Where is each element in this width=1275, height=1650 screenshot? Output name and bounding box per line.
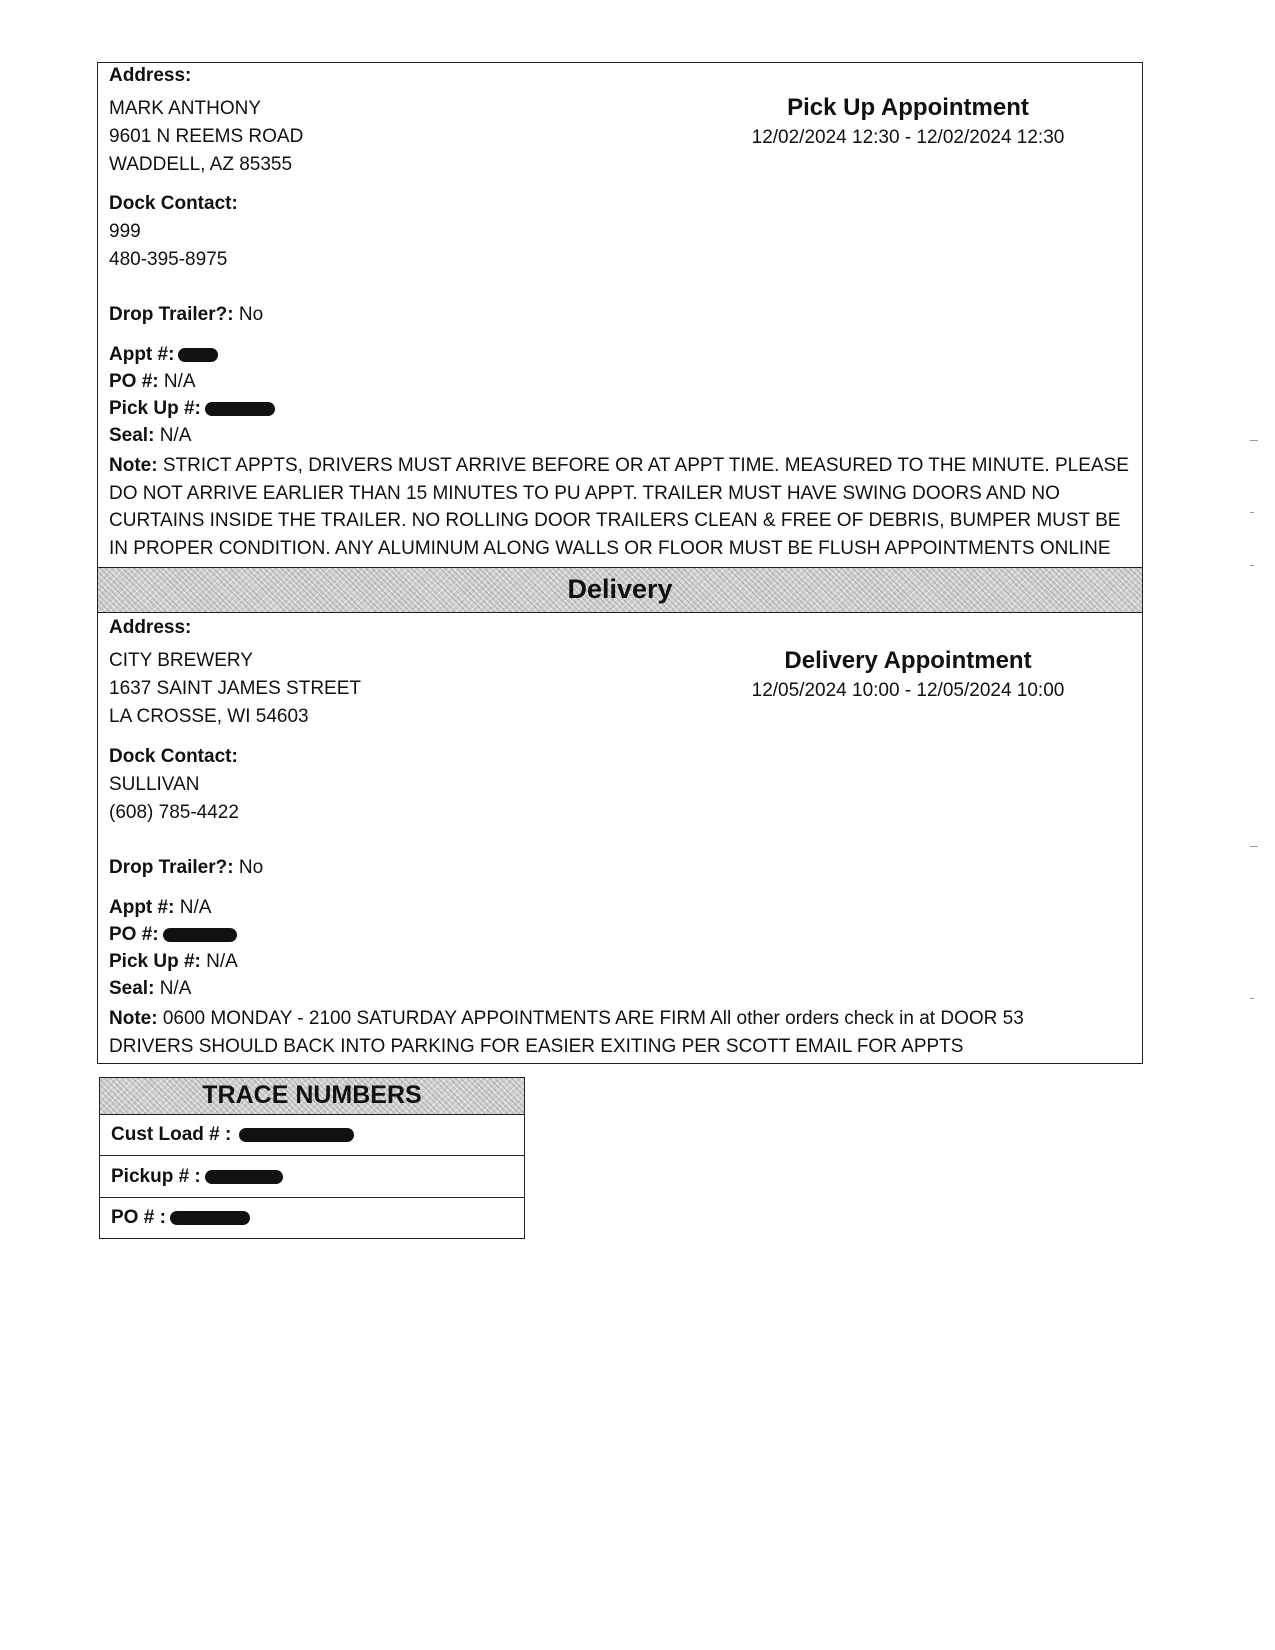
trace-numbers-table bbox=[99, 1077, 525, 1239]
delivery-note-label: Note: bbox=[109, 1008, 158, 1029]
pickup-section bbox=[97, 62, 1143, 568]
delivery-dock-contact-phone: (608) 785-4422 bbox=[109, 802, 239, 823]
scan-mark bbox=[1250, 440, 1258, 441]
delivery-header-bar bbox=[97, 568, 1143, 612]
delivery-seal-label: Seal: bbox=[109, 978, 155, 999]
redaction-mark bbox=[239, 1128, 354, 1142]
delivery-dock-contact-name: SULLIVAN bbox=[109, 774, 200, 795]
delivery-appointment-window: 12/05/2024 10:00 - 12/05/2024 10:00 bbox=[751, 680, 1065, 701]
delivery-pickup-label: Pick Up #: bbox=[109, 951, 201, 972]
delivery-pickup-number bbox=[109, 951, 238, 973]
pickup-dock-contact-name: 999 bbox=[109, 221, 141, 242]
delivery-appt-value: N/A bbox=[179, 897, 212, 918]
pickup-appointment-window: 12/02/2024 12:30 - 12/02/2024 12:30 bbox=[751, 127, 1065, 148]
trace-row-pickup bbox=[100, 1155, 524, 1197]
pickup-seal-value: N/A bbox=[159, 425, 192, 446]
delivery-city: LA CROSSE, WI 54603 bbox=[109, 706, 309, 727]
delivery-header-title: Delivery bbox=[567, 574, 673, 604]
scan-mark bbox=[1250, 846, 1258, 847]
delivery-po bbox=[109, 924, 237, 946]
delivery-seal-value: N/A bbox=[159, 978, 192, 999]
pickup-dock-contact-phone: 480-395-8975 bbox=[109, 249, 228, 270]
scan-mark bbox=[1250, 998, 1254, 999]
trace-numbers-header bbox=[100, 1078, 524, 1114]
pickup-note-text: STRICT APPTS, DRIVERS MUST ARRIVE BEFORE OR AT APPT TIME. MEASURED TO THE MINUTE. PLEASE DO NOT ARRIVE EARLIER THAN 15 MINUTES TO PU APPT. TRAILER MUST HAVE SWING DOORS AND NO CURTAINS INSIDE THE TRAILER. NO ROLLING DOOR TRAILERS CLEAN & FREE OF DEBRIS, BUMPER MUST BE IN PROPER CONDITION. ANY ALUMINUM ALONG WALLS OR FLOOR MUST BE FLUSH APPOINTMENTS ONLINE bbox=[109, 455, 1129, 559]
pickup-appointment-title: Pick Up Appointment bbox=[787, 94, 1029, 121]
pickup-drop-trailer-label: Drop Trailer?: bbox=[109, 304, 234, 325]
delivery-section bbox=[97, 612, 1143, 1064]
delivery-drop-trailer-value: No bbox=[238, 857, 264, 878]
delivery-drop-trailer-label: Drop Trailer?: bbox=[109, 857, 234, 878]
delivery-drop-trailer bbox=[109, 857, 263, 879]
pickup-note bbox=[109, 452, 1139, 562]
delivery-note-text: 0600 MONDAY - 2100 SATURDAY APPOINTMENTS ARE FIRM All other orders check in at DOOR 53 DRIVERS SHOULD BACK INTO PARKING FOR EASIER EXITING PER SCOTT EMAIL FOR APPTS bbox=[109, 1008, 1024, 1057]
delivery-appt bbox=[109, 897, 211, 919]
pickup-po-value: N/A bbox=[163, 371, 196, 392]
delivery-appt-label: Appt #: bbox=[109, 897, 175, 918]
pickup-street: 9601 N REEMS ROAD bbox=[109, 126, 304, 147]
pickup-address-label: Address: bbox=[109, 65, 192, 86]
delivery-appointment-title: Delivery Appointment bbox=[784, 647, 1032, 674]
scan-mark bbox=[1250, 512, 1254, 513]
pickup-seal-label: Seal: bbox=[109, 425, 155, 446]
pickup-drop-trailer bbox=[109, 304, 263, 326]
delivery-po-label: PO #: bbox=[109, 924, 159, 945]
pickup-appt bbox=[109, 344, 218, 366]
pickup-pickup-number bbox=[109, 398, 275, 420]
delivery-dock-contact-label: Dock Contact: bbox=[109, 746, 238, 767]
pickup-note-label: Note: bbox=[109, 455, 158, 476]
pickup-po bbox=[109, 371, 196, 393]
trace-po-label: PO # : bbox=[111, 1207, 166, 1228]
pickup-po-label: PO #: bbox=[109, 371, 159, 392]
redaction-mark bbox=[163, 928, 237, 942]
pickup-drop-trailer-value: No bbox=[238, 304, 264, 325]
delivery-address-label: Address: bbox=[109, 617, 192, 638]
delivery-street: 1637 SAINT JAMES STREET bbox=[109, 678, 362, 699]
trace-cust-load bbox=[111, 1124, 354, 1146]
pickup-pickup-label: Pick Up #: bbox=[109, 398, 201, 419]
redaction-mark bbox=[205, 402, 275, 416]
trace-cust-load-label: Cust Load # : bbox=[111, 1124, 232, 1145]
trace-row-cust-load bbox=[100, 1114, 524, 1155]
redaction-mark bbox=[178, 348, 218, 362]
pickup-dock-contact-label: Dock Contact: bbox=[109, 193, 238, 214]
delivery-pickup-value: N/A bbox=[206, 951, 238, 972]
trace-pickup bbox=[111, 1166, 283, 1188]
trace-pickup-label: Pickup # : bbox=[111, 1166, 201, 1187]
redaction-mark bbox=[170, 1211, 250, 1225]
delivery-note bbox=[109, 1005, 1109, 1060]
trace-numbers-title: TRACE NUMBERS bbox=[202, 1081, 422, 1109]
delivery-name: CITY BREWERY bbox=[109, 650, 253, 671]
trace-po bbox=[111, 1207, 250, 1229]
delivery-seal bbox=[109, 978, 191, 1000]
redaction-mark bbox=[205, 1170, 283, 1184]
trace-row-po bbox=[100, 1197, 524, 1238]
scan-mark bbox=[1250, 565, 1254, 566]
pickup-city: WADDELL, AZ 85355 bbox=[109, 154, 293, 175]
pickup-seal bbox=[109, 425, 191, 447]
pickup-appt-label: Appt #: bbox=[109, 344, 175, 365]
pickup-name: MARK ANTHONY bbox=[109, 98, 262, 119]
